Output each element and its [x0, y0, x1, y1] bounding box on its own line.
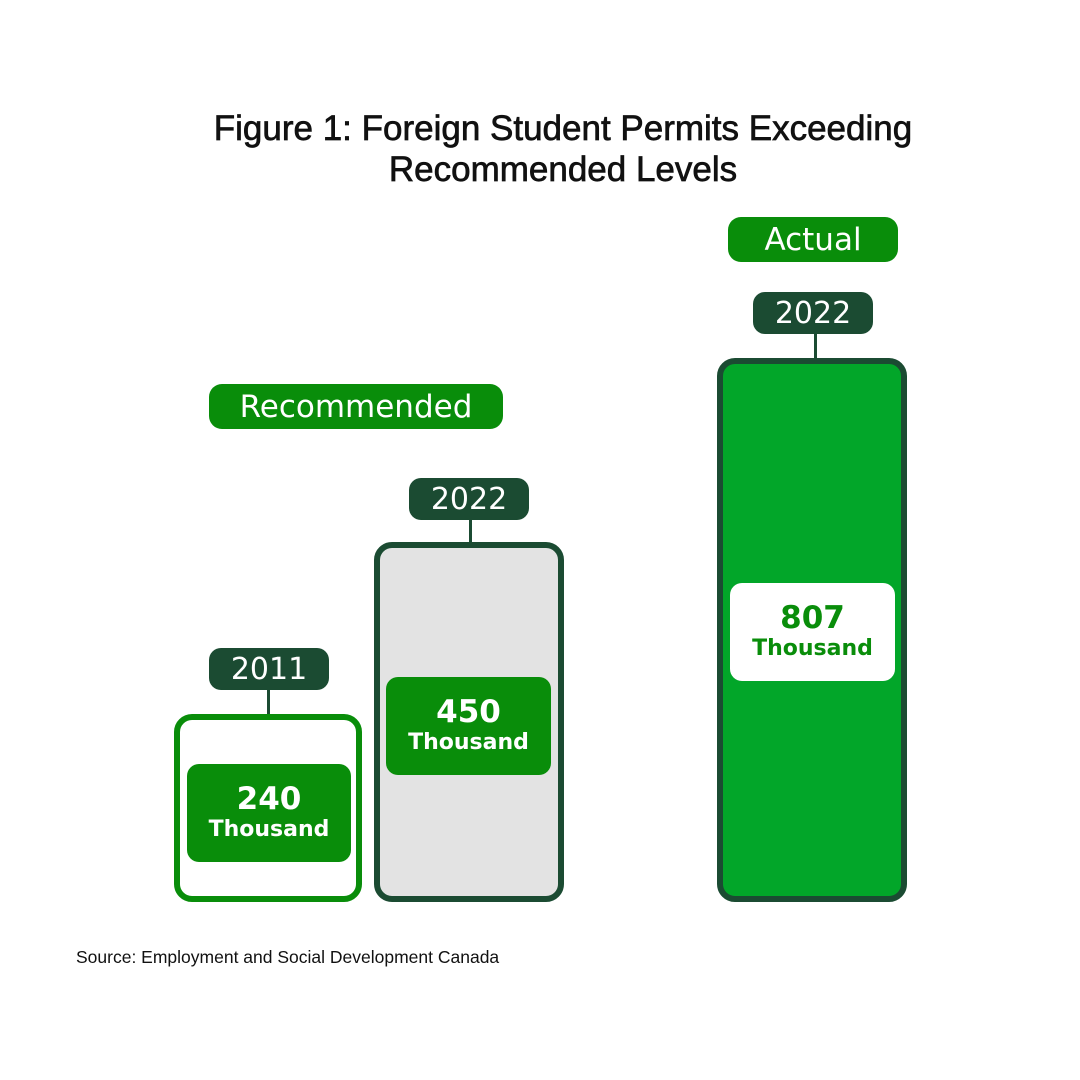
value-label-recommended-2022 — [386, 677, 551, 775]
chart-title-line-1: Figure 1: Foreign Student Permits Exceeding — [213, 109, 913, 148]
year-tag-recommended-2011: 2011 — [209, 648, 329, 690]
value-actual-2022: 807 — [780, 600, 845, 636]
value-label-recommended-2011 — [187, 764, 351, 862]
year-tag-actual-2022: 2022 — [753, 292, 873, 334]
connector-actual-2022 — [814, 334, 817, 360]
unit-actual-2022: Thousand — [752, 636, 873, 661]
chart-title — [120, 108, 1006, 190]
year-tag-recommended-2022: 2022 — [409, 478, 529, 520]
connector-recommended-2011 — [267, 690, 270, 716]
connector-recommended-2022 — [469, 520, 472, 544]
group-label-recommended: Recommended — [209, 384, 503, 429]
source-note: Source: Employment and Social Development Canada — [76, 947, 500, 967]
unit-recommended-2022: Thousand — [408, 730, 529, 755]
value-recommended-2011: 240 — [236, 781, 302, 817]
chart-title-line-2: Recommended Levels — [388, 150, 738, 189]
value-recommended-2022: 450 — [436, 694, 501, 730]
group-label-actual: Actual — [728, 217, 898, 262]
unit-recommended-2011: Thousand — [208, 817, 330, 842]
value-label-actual-2022 — [730, 583, 895, 681]
